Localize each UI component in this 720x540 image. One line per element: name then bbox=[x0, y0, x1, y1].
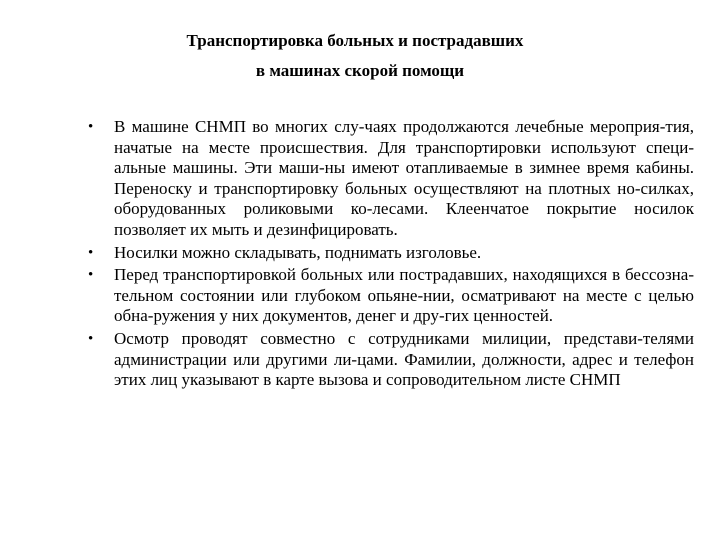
bullet-list bbox=[88, 117, 694, 393]
bullet-item-1 bbox=[88, 117, 694, 241]
bullet-text: Перед транспортировкой больных или пострадавших, находящихся в бессозна-тельном состоянии или глубоком опьяне-нии, осматривают на месте с целью обна-ружения у них документов, денег и дру-гих ценностей. bbox=[114, 265, 694, 326]
bullet-text: Носилки можно складывать, поднимать изголовье. bbox=[114, 242, 482, 262]
bullet-dot-icon: • bbox=[88, 244, 94, 261]
slide-title bbox=[0, 26, 720, 86]
bullet-dot-icon: • bbox=[88, 119, 94, 135]
bullet-text: В машине СНМП во многих слу-чаях продолжаются лечебные мероприя-тия, начатые на месте происшествия. Для транспортировки используют специ-альные машины. Эти маши-ны имеют отапливаемые в зимнее время кабины. Переноску и транспортировку больных осуществляют на плотных но-силках, оборудованных роликовыми ко-лесами. Клеенчатое покрытие носилок позволяет их мыть и дезинфицировать. bbox=[114, 117, 694, 239]
bullet-item-3 bbox=[88, 265, 694, 327]
bullet-dot-icon: • bbox=[88, 267, 94, 284]
bullet-item-4 bbox=[88, 329, 694, 391]
bullet-item-2 bbox=[88, 243, 694, 264]
bullet-dot-icon: • bbox=[88, 330, 94, 347]
bullet-text: Осмотр проводят совместно с сотрудниками милиции, представи-телями администрации или другими ли-цами. Фамилии, должности, адрес и телефон этих лиц указывают в карте вызова и сопроводительном листе СНМП bbox=[114, 328, 694, 390]
title-line-2: в машинах скорой помощи bbox=[255, 61, 465, 80]
title-line-1: Транспортировка больных и пострадавших bbox=[186, 31, 524, 50]
